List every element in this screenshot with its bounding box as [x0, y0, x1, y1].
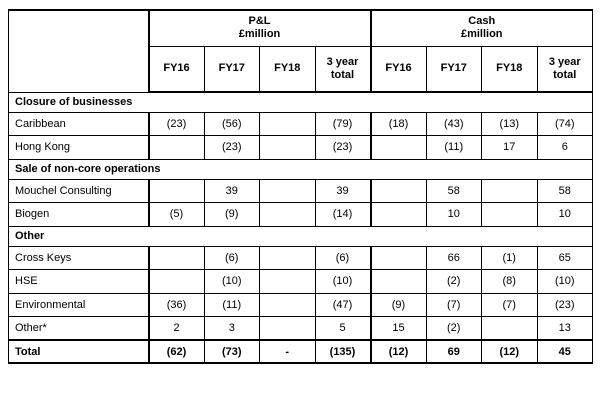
- col-header-cash-fy16: FY16: [371, 46, 427, 92]
- cell-pl-fy16: 2: [149, 317, 205, 341]
- cell-pl-fy18: [260, 246, 316, 270]
- total-pl-fy17: (73): [204, 340, 260, 363]
- cell-cash-3yr: (74): [537, 112, 593, 136]
- cell-cash-fy17: 58: [426, 179, 482, 203]
- cell-cash-fy18: (7): [482, 293, 538, 317]
- col-header-pl-3yr: [315, 46, 371, 92]
- total-pl-fy18: -: [260, 340, 316, 363]
- cell-cash-3yr: 65: [537, 246, 593, 270]
- cash-header-line1: Cash: [468, 15, 496, 28]
- section-label: Sale of non-core operations: [9, 159, 593, 179]
- pl-group-header: [149, 10, 371, 46]
- table-row: [9, 317, 593, 341]
- pl-header-line2: £million: [238, 28, 281, 41]
- table-row: [9, 112, 593, 136]
- cell-pl-fy16: (23): [149, 112, 205, 136]
- row-label: Biogen: [9, 203, 149, 227]
- row-label: HSE: [9, 270, 149, 294]
- cell-pl-fy18: [260, 136, 316, 160]
- cell-pl-fy17: (11): [204, 293, 260, 317]
- pl-header-line1: P&L: [248, 15, 271, 28]
- cell-pl-3yr: (79): [315, 112, 371, 136]
- cell-cash-fy17: 10: [426, 203, 482, 227]
- cell-pl-fy16: [149, 179, 205, 203]
- cell-cash-3yr: (10): [537, 270, 593, 294]
- cell-cash-fy16: [371, 179, 427, 203]
- cell-pl-3yr: 39: [315, 179, 371, 203]
- total-cash-fy17: 69: [426, 340, 482, 363]
- cell-cash-fy17: 66: [426, 246, 482, 270]
- cell-pl-fy17: (10): [204, 270, 260, 294]
- cell-cash-fy17: (11): [426, 136, 482, 160]
- cell-cash-fy18: [482, 203, 538, 227]
- total-row: [9, 340, 593, 363]
- cell-cash-fy18: (1): [482, 246, 538, 270]
- col-header-pl-3yr-line1: 3 year: [326, 55, 359, 68]
- cell-pl-3yr: 5: [315, 317, 371, 341]
- cell-pl-fy16: [149, 270, 205, 294]
- col-header-cash-3yr-line1: 3 year: [548, 55, 581, 68]
- cell-cash-fy18: [482, 179, 538, 203]
- cell-pl-fy17: 3: [204, 317, 260, 341]
- cell-cash-fy16: (18): [371, 112, 427, 136]
- total-cash-3yr: 45: [537, 340, 593, 363]
- section-row: [9, 226, 593, 246]
- cell-cash-3yr: 6: [537, 136, 593, 160]
- cell-pl-fy17: (9): [204, 203, 260, 227]
- cell-pl-fy17: (56): [204, 112, 260, 136]
- cell-cash-fy17: (2): [426, 270, 482, 294]
- cell-cash-fy16: [371, 270, 427, 294]
- cell-pl-fy17: (23): [204, 136, 260, 160]
- table-row: [9, 179, 593, 203]
- cell-pl-fy16: [149, 246, 205, 270]
- col-header-pl-fy18: FY18: [260, 46, 316, 92]
- total-pl-fy16: (62): [149, 340, 205, 363]
- table-row: [9, 136, 593, 160]
- cash-group-header: [371, 10, 593, 46]
- section-row: [9, 159, 593, 179]
- cell-pl-fy16: (36): [149, 293, 205, 317]
- cell-pl-3yr: (10): [315, 270, 371, 294]
- table-row: [9, 246, 593, 270]
- cell-pl-fy17: (6): [204, 246, 260, 270]
- cell-pl-3yr: (47): [315, 293, 371, 317]
- cell-pl-fy18: [260, 293, 316, 317]
- cell-pl-fy16: [149, 136, 205, 160]
- section-label: Closure of businesses: [9, 92, 593, 112]
- col-header-pl-fy16: FY16: [149, 46, 205, 92]
- total-pl-3yr: (135): [315, 340, 371, 363]
- cell-pl-fy18: [260, 203, 316, 227]
- financial-table: [8, 9, 593, 364]
- table-row: [9, 293, 593, 317]
- cell-cash-fy16: 15: [371, 317, 427, 341]
- row-label: Caribbean: [9, 112, 149, 136]
- cell-pl-fy16: (5): [149, 203, 205, 227]
- row-label: Mouchel Consulting: [9, 179, 149, 203]
- col-header-cash-fy18: FY18: [482, 46, 538, 92]
- cell-pl-fy18: [260, 317, 316, 341]
- col-header-pl-3yr-line2: total: [330, 68, 355, 81]
- total-cash-fy16: (12): [371, 340, 427, 363]
- section-label: Other: [9, 226, 593, 246]
- cell-cash-fy16: [371, 136, 427, 160]
- col-header-cash-3yr: [537, 46, 593, 92]
- table-row: [9, 270, 593, 294]
- cell-cash-3yr: 13: [537, 317, 593, 341]
- row-label: Environmental: [9, 293, 149, 317]
- total-cash-fy18: (12): [482, 340, 538, 363]
- cell-pl-fy18: [260, 270, 316, 294]
- total-label: Total: [9, 340, 149, 363]
- cell-cash-fy17: (2): [426, 317, 482, 341]
- cell-cash-fy18: [482, 317, 538, 341]
- col-header-pl-fy17: FY17: [204, 46, 260, 92]
- row-label: Cross Keys: [9, 246, 149, 270]
- row-label: Hong Kong: [9, 136, 149, 160]
- cell-cash-fy17: (43): [426, 112, 482, 136]
- cell-cash-fy17: (7): [426, 293, 482, 317]
- cell-cash-3yr: 10: [537, 203, 593, 227]
- cell-pl-3yr: (23): [315, 136, 371, 160]
- cell-pl-fy17: 39: [204, 179, 260, 203]
- cell-cash-fy16: [371, 203, 427, 227]
- cell-cash-3yr: (23): [537, 293, 593, 317]
- header-group-row: [9, 10, 593, 46]
- cell-pl-fy18: [260, 112, 316, 136]
- cell-cash-fy16: [371, 246, 427, 270]
- cell-pl-fy18: [260, 179, 316, 203]
- table-row: [9, 203, 593, 227]
- cell-cash-fy18: (13): [482, 112, 538, 136]
- cell-pl-3yr: (6): [315, 246, 371, 270]
- header-corner-cell: [9, 10, 149, 92]
- cell-cash-3yr: 58: [537, 179, 593, 203]
- cell-pl-3yr: (14): [315, 203, 371, 227]
- section-row: [9, 92, 593, 112]
- cash-header-line2: £million: [460, 28, 503, 41]
- row-label: Other*: [9, 317, 149, 341]
- cell-cash-fy18: 17: [482, 136, 538, 160]
- col-header-cash-fy17: FY17: [426, 46, 482, 92]
- cell-cash-fy18: (8): [482, 270, 538, 294]
- cell-cash-fy16: (9): [371, 293, 427, 317]
- col-header-cash-3yr-line2: total: [553, 68, 577, 81]
